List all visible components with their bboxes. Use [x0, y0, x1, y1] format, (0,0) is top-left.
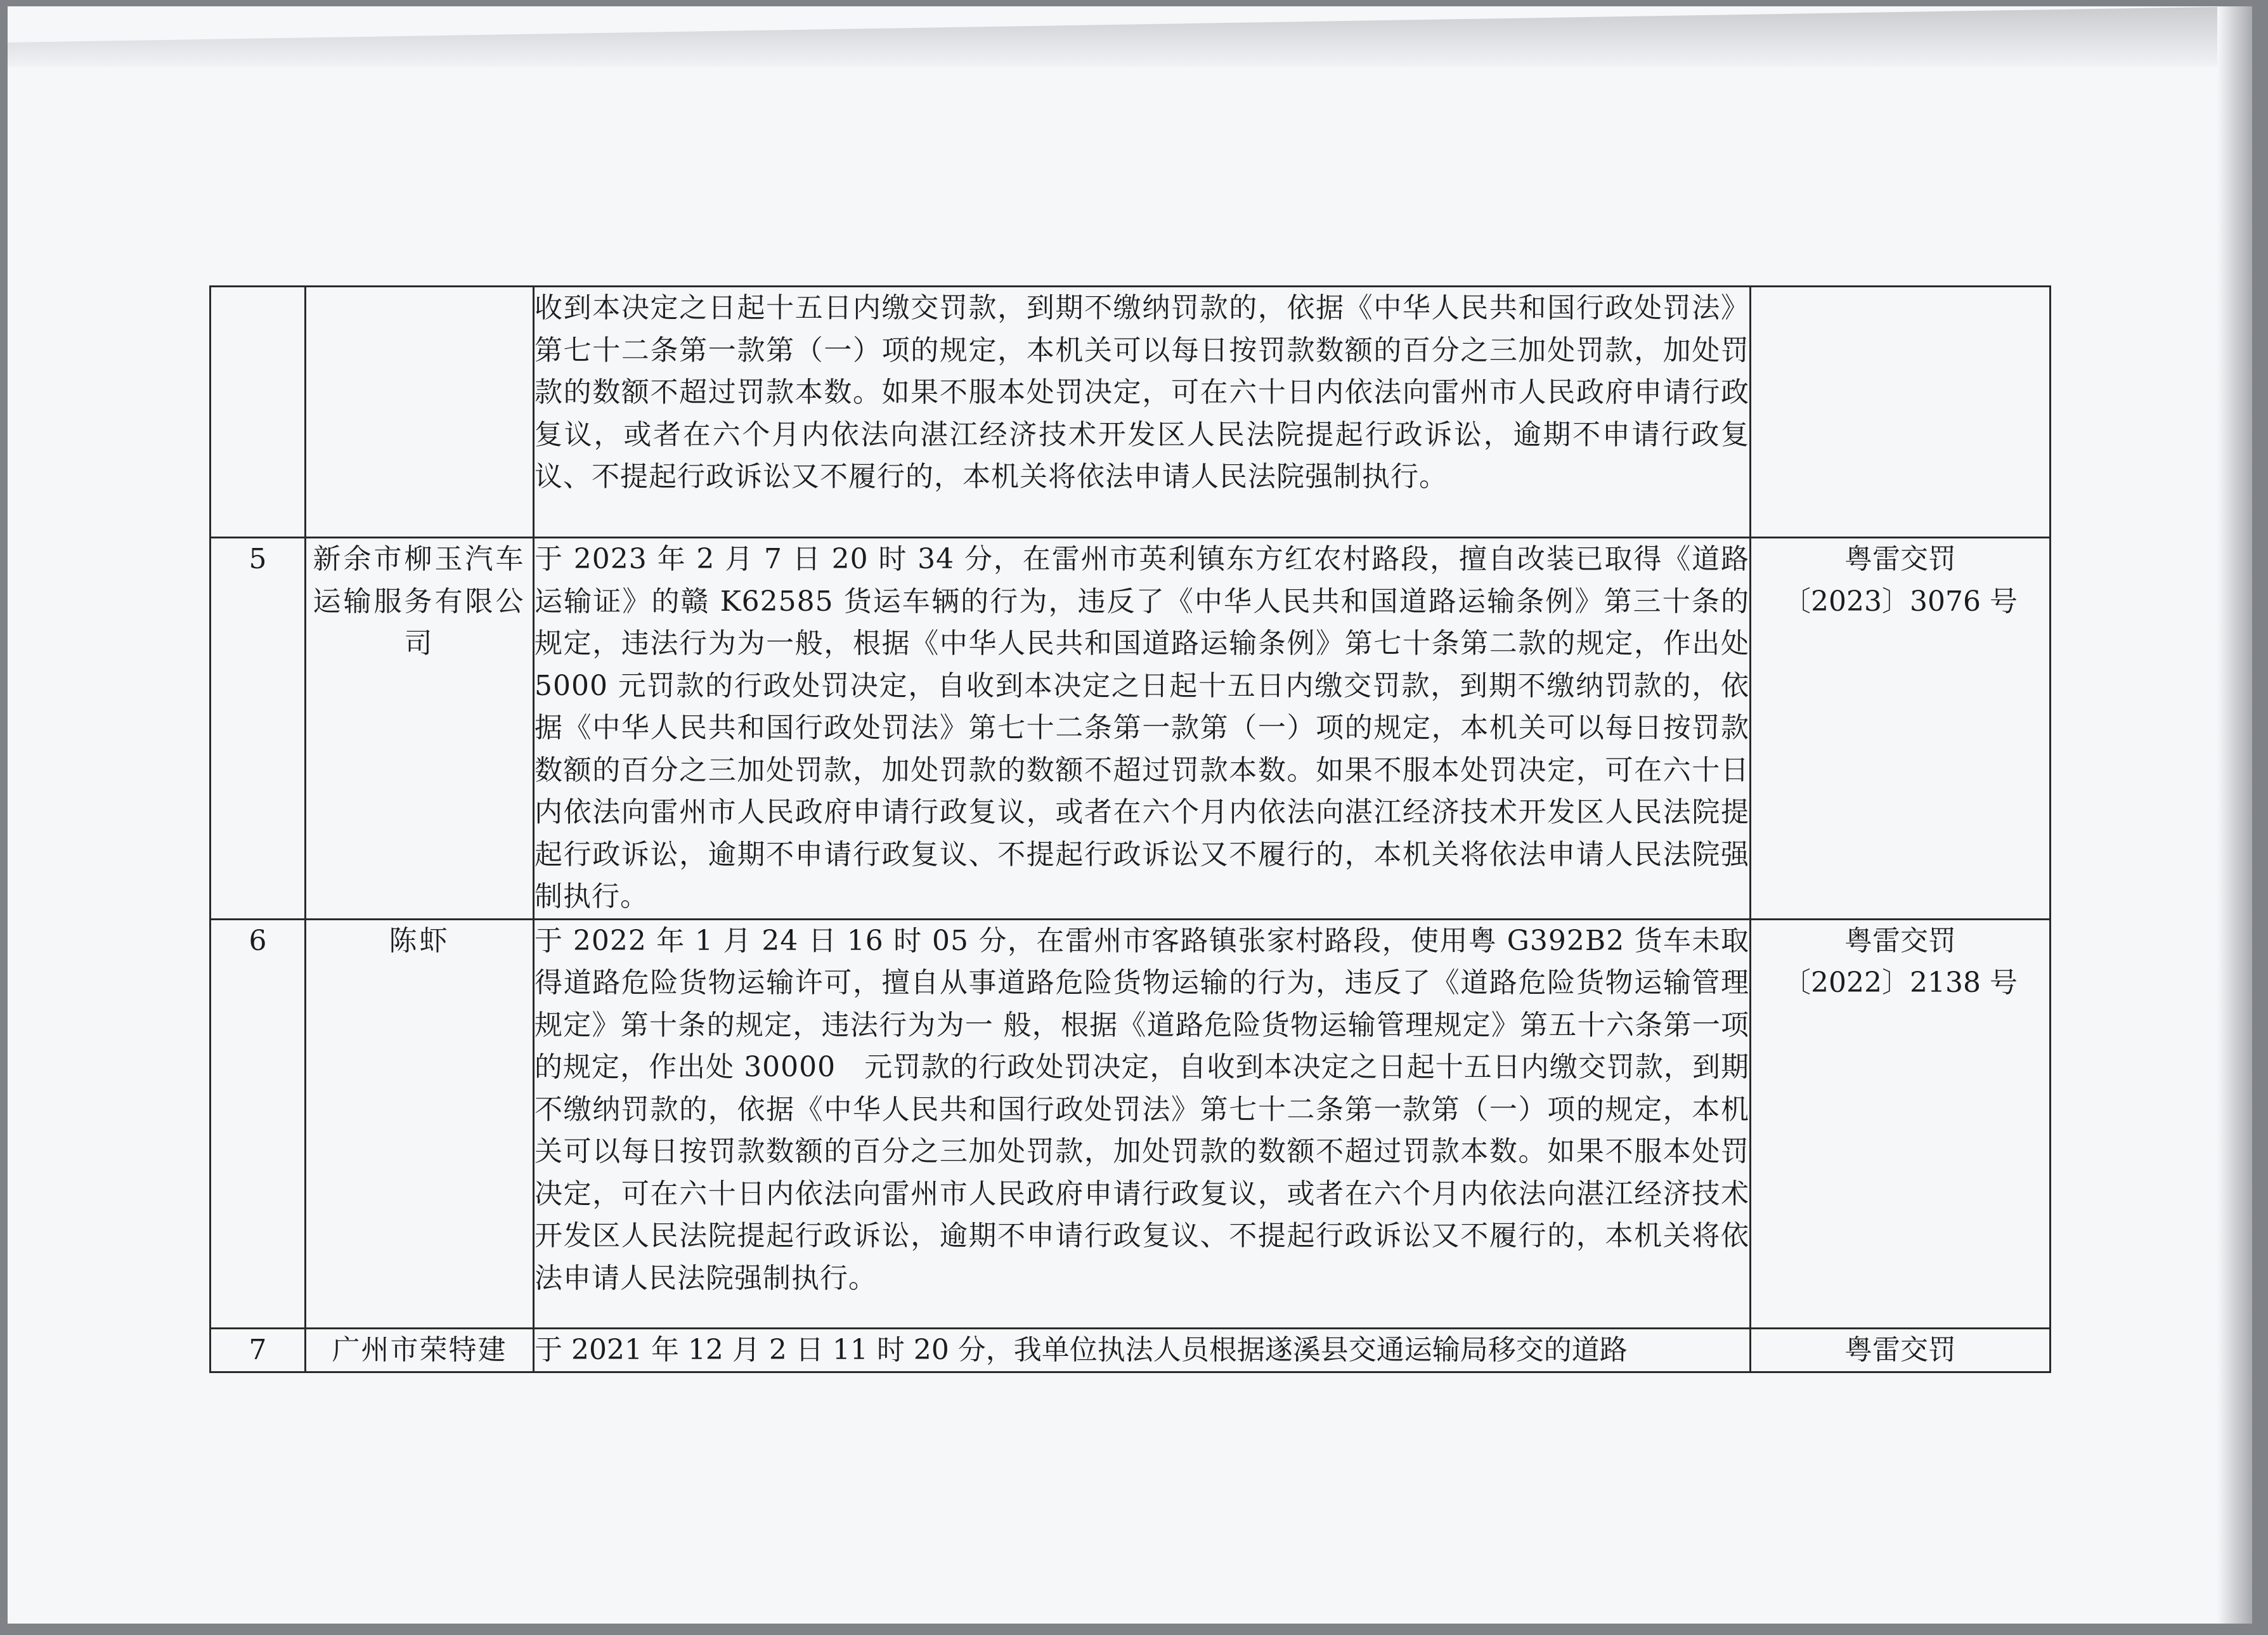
scanned-page: [8, 6, 2252, 1624]
row-number-cell: [211, 287, 306, 538]
penalty-records-table: [209, 285, 2051, 1373]
document-number-line: 粤雷交罚: [1844, 543, 1956, 575]
document-number-line: 粤雷交罚: [1844, 924, 1956, 957]
scan-shadow-right: [2217, 6, 2252, 1624]
party-name-cell: 广州市荣特建: [306, 1328, 534, 1372]
party-name-cell: 新余市柳玉汽车运输服务有限公司: [306, 538, 534, 920]
penalty-content-cell: 于 2023 年 2 月 7 日 20 时 34 分，在雷州市英利镇东方红农村路段，擅自改装已取得《道路运输证》的赣 K62585 货运车辆的行为，违反了《中华人民共和国道路运输条例》第三十条的规定，违法行为为一般，根据《中华人民共和国道路运输条例》第七十条第二款的规定，作出处 5000 元罚款的行政处罚决定，自收到本决定之日起十五日内缴交罚款，到期不缴纳罚款的，依据《中华人民共和国行政处罚法》第七十二条第一款第（一）项的规定，本机关可以每日按罚款数额的百分之三加处罚款，加处罚款的数额不超过罚款本数。如果不服本处罚决定，可在六十日内依法向雷州市人民政府申请行政复议，或者在六个月内依法向湛江经济技术开发区人民法院提起行政诉讼，逾期不申请行政复议、不提起行政诉讼又不履行的，本机关将依法申请人民法院强制执行。: [534, 538, 1751, 920]
penalty-content-cell: 于 2022 年 1 月 24 日 16 时 05 分，在雷州市客路镇张家村路段，使用粤 G392B2 货车未取得道路危险货物运输许可，擅自从事道路危险货物运输的行为，违反了《道路危险货物运输管理规定》第十条的规定，违法行为为一 般，根据《道路危险货物运输管理规定》第五十六条第一项的规定，作出处 30000 元罚款的行政处罚决定，自收到本决定之日起十五日内缴交罚款，到期不缴纳罚款的，依据《中华人民共和国行政处罚法》第七十二条第一款第（一）项的规定，本机关可以每日按罚款数额的百分之三加处罚款，加处罚款的数额不超过罚款本数。如果不服本处罚决定，可在六十日内依法向雷州市人民政府申请行政复议，或者在六个月内依法向湛江经济技术开发区人民法院提起行政诉讼，逾期不申请行政复议、不提起行政诉讼又不履行的，本机关将依法申请人民法院强制执行。: [534, 919, 1751, 1328]
document-number-cell: [1751, 919, 2051, 1328]
party-name-cell: [306, 287, 534, 538]
document-number-cell: [1751, 1328, 2051, 1372]
row-number-cell: 7: [211, 1328, 306, 1372]
row-number-cell: 5: [211, 538, 306, 920]
row-number-cell: 6: [211, 919, 306, 1328]
party-name-cell: 陈虾: [306, 919, 534, 1328]
penalty-content-cell: 于 2021 年 12 月 2 日 11 时 20 分，我单位执法人员根据遂溪县交通运输局移交的道路: [534, 1328, 1751, 1372]
table-row: [211, 538, 2051, 920]
document-number-line: 粤雷交罚: [1844, 1333, 1956, 1366]
document-number-line: 〔2022〕2138 号: [1783, 967, 2018, 999]
document-number-cell: [1751, 287, 2051, 538]
document-number-cell: [1751, 538, 2051, 920]
penalty-content-cell: 收到本决定之日起十五日内缴交罚款，到期不缴纳罚款的，依据《中华人民共和国行政处罚法》第七十二条第一款第（一）项的规定，本机关可以每日按罚款数额的百分之三加处罚款，加处罚款的数额不超过罚款本数。如果不服本处罚决定，可在六十日内依法向雷州市人民政府申请行政复议，或者在六个月内依法向湛江经济技术开发区人民法院提起行政诉讼，逾期不申请行政复议、不提起行政诉讼又不履行的，本机关将依法申请人民法院强制执行。: [534, 287, 1751, 538]
scan-shadow-top: [8, 6, 2252, 67]
table-row: [211, 1328, 2051, 1372]
table-row: [211, 919, 2051, 1328]
table-row: [211, 287, 2051, 538]
document-number-line: 〔2023〕3076 号: [1783, 585, 2018, 618]
